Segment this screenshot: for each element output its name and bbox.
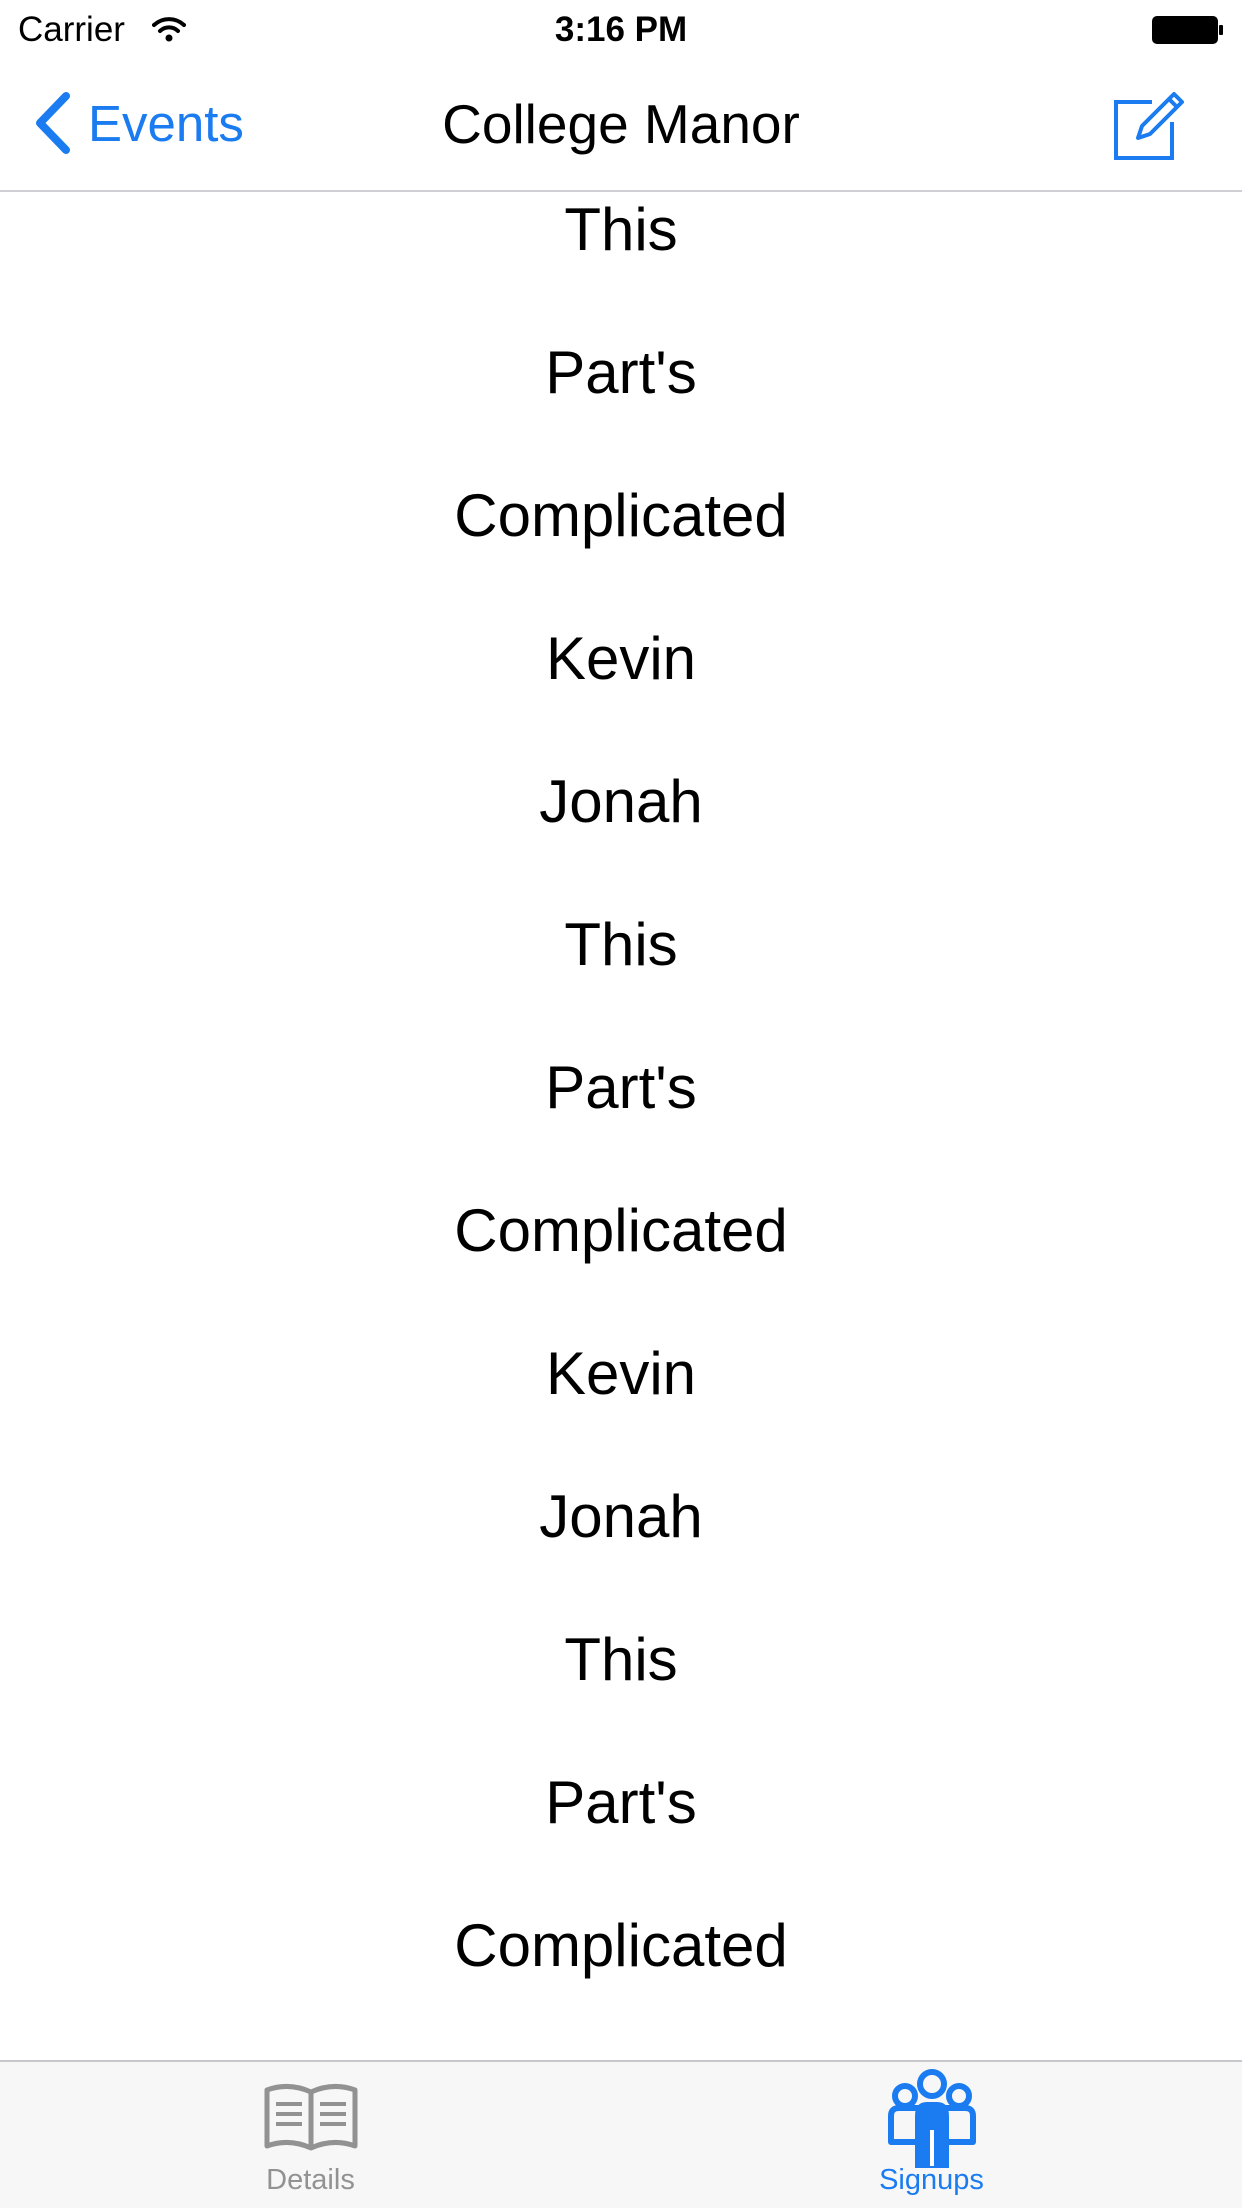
signup-list[interactable] [0, 192, 1242, 2060]
tab-signups[interactable] [621, 2062, 1242, 2210]
list-item[interactable]: Kevin [545, 1340, 697, 1407]
list-item[interactable]: This [564, 1626, 678, 1693]
list-item[interactable]: Kevin [545, 625, 697, 692]
list-item[interactable]: Jonah [539, 768, 703, 835]
carrier-label: Carrier [18, 10, 125, 49]
people-icon [887, 2068, 977, 2170]
list-item[interactable]: Jonah [539, 1483, 703, 1550]
list-item[interactable]: This [564, 196, 678, 263]
status-time: 3:16 PM [554, 10, 688, 49]
list-item[interactable]: Complicated [454, 1197, 788, 1264]
battery-icon [1152, 16, 1224, 44]
tab-bar [0, 2060, 1242, 2208]
list-item[interactable]: This [564, 911, 678, 978]
list-item[interactable]: Part's [545, 339, 697, 406]
tab-signups-label: Signups [879, 2164, 984, 2196]
list-item[interactable]: Complicated [454, 1912, 788, 1979]
list-item[interactable]: Complicated [454, 482, 788, 549]
status-bar [0, 0, 1242, 60]
navigation-bar [0, 60, 1242, 192]
tab-details-label: Details [266, 2164, 355, 2196]
back-button-label: Events [88, 94, 244, 152]
book-icon [263, 2082, 359, 2152]
page-title: College Manor [442, 93, 800, 155]
list-item[interactable]: Part's [545, 1769, 697, 1836]
tab-details[interactable] [0, 2062, 621, 2210]
compose-icon[interactable] [1112, 86, 1188, 162]
list-item[interactable]: Part's [545, 1054, 697, 1121]
